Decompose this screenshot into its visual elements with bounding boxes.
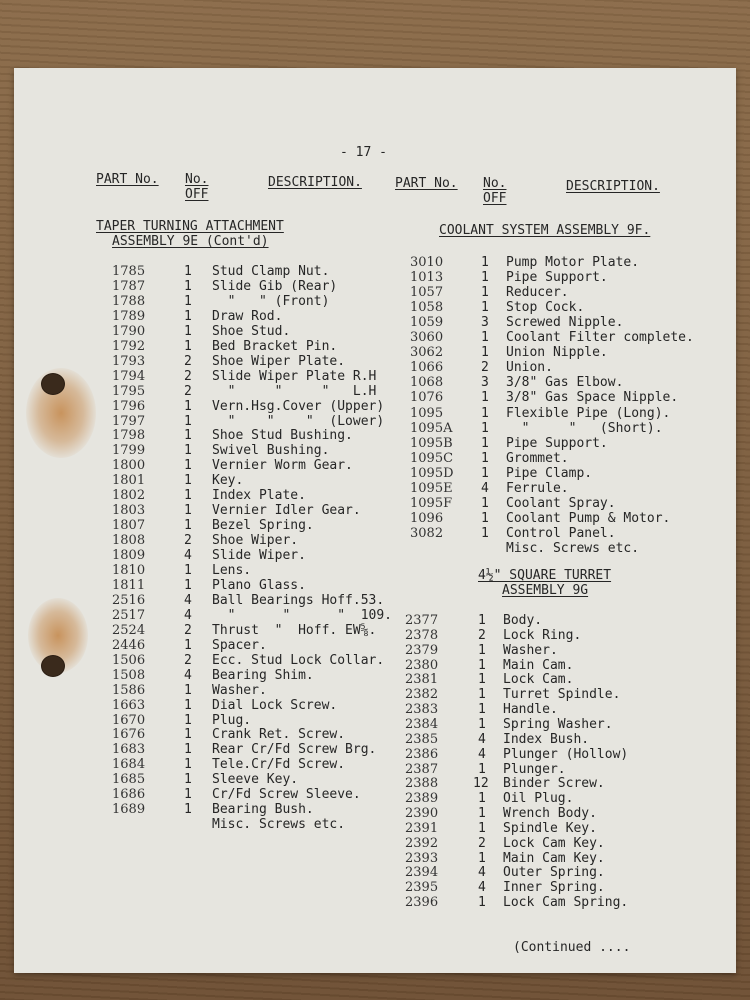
left-part-number: 1802 — [112, 488, 146, 504]
left-qty: 2 — [184, 652, 192, 668]
right-section-title-turret: 4½" SQUARE TURRET — [478, 568, 612, 583]
left-description: Lens. — [212, 563, 252, 578]
header-part-no-left: PART No. — [96, 172, 159, 187]
right-description: Wrench Body. — [503, 806, 597, 822]
left-qty: 1 — [184, 727, 192, 743]
left-qty: 1 — [184, 518, 192, 534]
right-qty: 1 — [481, 450, 489, 466]
page-number: - 17 - — [340, 145, 387, 160]
left-part-number: 2524 — [112, 622, 146, 638]
right-qty: 1 — [478, 657, 486, 673]
right-qty: 1 — [481, 405, 489, 421]
left-part-number: 1794 — [112, 368, 146, 384]
right-description: Misc. Screws etc. — [506, 540, 640, 556]
left-part-number: 1670 — [112, 712, 146, 728]
right-part-number: 1076 — [410, 390, 444, 406]
left-description: Thrust " Hoff. EW⅝. — [212, 622, 377, 638]
left-qty: 4 — [184, 667, 192, 683]
right-part-number: 1095C — [410, 450, 454, 466]
left-part-number: 1685 — [112, 772, 146, 788]
right-description: Washer. — [503, 642, 558, 658]
right-qty: 1 — [478, 895, 486, 911]
left-section-title: TAPER TURNING ATTACHMENT — [96, 219, 284, 234]
right-description: Handle. — [503, 702, 558, 718]
right-part-number: 1095D — [410, 465, 454, 481]
right-qty: 1 — [478, 672, 486, 688]
left-description: Vernier Idler Gear. — [212, 503, 361, 519]
right-description: Control Panel. — [506, 525, 616, 541]
left-qty: 2 — [184, 533, 192, 549]
left-qty: 1 — [184, 458, 192, 474]
left-description: Slide Wiper. — [212, 548, 306, 564]
left-part-number: 1663 — [112, 697, 146, 713]
left-description: Ball Bearings Hoff.53. — [212, 592, 385, 608]
left-part-number: 2516 — [112, 592, 146, 608]
left-part-number: 2446 — [112, 637, 146, 653]
left-part-number: 1689 — [112, 802, 146, 818]
right-part-number: 2388 — [405, 776, 439, 792]
left-qty: 1 — [184, 428, 192, 444]
left-description: Stud Clamp Nut. — [212, 264, 330, 279]
left-qty: 4 — [184, 592, 192, 608]
right-qty: 1 — [481, 390, 489, 406]
left-qty: 2 — [184, 368, 192, 384]
continued-note: (Continued .... — [513, 940, 631, 955]
right-qty: 1 — [478, 791, 486, 807]
right-qty: 2 — [478, 627, 486, 643]
right-part-number: 1057 — [410, 285, 444, 301]
left-description: Plug. — [212, 712, 252, 728]
right-description: Pipe Clamp. — [506, 465, 593, 481]
right-part-number: 3082 — [410, 525, 444, 541]
right-description: Plunger (Hollow) — [503, 746, 629, 762]
right-part-number: 2395 — [405, 880, 439, 896]
left-part-number: 1789 — [112, 308, 146, 324]
left-qty: 1 — [184, 488, 192, 504]
left-description: Sleeve Key. — [212, 772, 299, 788]
left-description: Shoe Stud. — [212, 323, 291, 339]
right-part-number: 2377 — [405, 613, 439, 628]
left-description: Shoe Stud Bushing. — [212, 428, 353, 444]
right-part-number: 1058 — [410, 300, 444, 316]
right-part-number: 2379 — [405, 642, 439, 658]
left-part-number: 1798 — [112, 428, 146, 444]
left-part-number: 1809 — [112, 548, 146, 564]
left-qty: 4 — [184, 607, 192, 623]
right-qty: 4 — [481, 480, 489, 496]
left-section-subtitle: ASSEMBLY 9E (Cont'd) — [112, 234, 269, 249]
left-qty: 1 — [184, 503, 192, 519]
header-description-right: DESCRIPTION. — [566, 179, 660, 194]
left-qty: 1 — [184, 338, 192, 354]
right-description: Reducer. — [506, 285, 569, 301]
right-qty: 3 — [481, 315, 489, 331]
right-description: Coolant Spray. — [506, 495, 616, 511]
right-qty: 1 — [481, 525, 489, 541]
right-qty: 1 — [481, 495, 489, 511]
header-description-left: DESCRIPTION. — [268, 175, 362, 190]
left-description: " " " L.H — [212, 383, 377, 399]
right-description: Union Nipple. — [506, 345, 608, 361]
right-qty: 1 — [481, 300, 489, 316]
left-description: Vern.Hsg.Cover (Upper) — [212, 398, 385, 414]
left-qty: 1 — [184, 398, 192, 414]
left-part-number: 1799 — [112, 443, 146, 459]
left-qty: 1 — [184, 712, 192, 728]
left-description: Draw Rod. — [212, 308, 283, 324]
left-description: Misc. Screws etc. — [212, 817, 346, 833]
right-description: Grommet. — [506, 450, 569, 466]
left-qty: 1 — [184, 278, 192, 294]
left-part-number: 1785 — [112, 264, 146, 279]
left-part-number: 1790 — [112, 323, 146, 339]
left-qty: 2 — [184, 383, 192, 399]
left-part-number: 1800 — [112, 458, 146, 474]
right-qty: 4 — [478, 746, 486, 762]
right-part-number: 2383 — [405, 702, 439, 718]
left-part-number: 1796 — [112, 398, 146, 414]
right-part-number: 1095F — [410, 495, 453, 511]
left-description: Rear Cr/Fd Screw Brg. — [212, 742, 377, 758]
left-qty: 1 — [184, 577, 192, 593]
left-qty: 1 — [184, 473, 192, 489]
right-qty: 1 — [478, 702, 486, 718]
left-part-number: 1797 — [112, 413, 146, 429]
right-qty: 1 — [481, 345, 489, 361]
right-description: Lock Ring. — [503, 627, 582, 643]
left-qty: 1 — [184, 682, 192, 698]
right-description: 3/8" Gas Elbow. — [506, 375, 624, 391]
right-qty: 1 — [481, 270, 489, 286]
right-part-number: 3062 — [410, 345, 444, 361]
right-part-number: 2378 — [405, 627, 439, 643]
left-description: Crank Ret. Screw. — [212, 727, 346, 743]
right-qty: 1 — [481, 435, 489, 451]
right-description: Outer Spring. — [503, 865, 605, 881]
right-qty: 1 — [478, 687, 486, 703]
left-description: Bearing Bush. — [212, 802, 314, 818]
right-part-number: 2385 — [405, 731, 439, 747]
left-qty: 1 — [184, 293, 192, 309]
right-part-number: 1013 — [410, 270, 444, 286]
right-part-number: 1059 — [410, 315, 444, 331]
left-part-number: 2517 — [112, 607, 146, 623]
right-part-number: 2384 — [405, 716, 439, 732]
right-description: Turret Spindle. — [503, 687, 621, 703]
left-qty: 1 — [184, 413, 192, 429]
right-qty: 1 — [478, 716, 486, 732]
right-qty: 1 — [478, 642, 486, 658]
right-description: Inner Spring. — [503, 880, 605, 896]
right-description: Flexible Pipe (Long). — [506, 405, 671, 421]
left-description: Swivel Bushing. — [212, 443, 330, 459]
right-description: " " (Short). — [506, 420, 663, 436]
punch-hole-upper — [41, 373, 65, 395]
right-qty: 2 — [481, 360, 489, 376]
left-qty: 1 — [184, 772, 192, 788]
right-part-number: 1096 — [410, 510, 444, 526]
left-description: Slide Gib (Rear) — [212, 278, 338, 294]
left-description: Washer. — [212, 682, 267, 698]
right-section-subtitle-turret: ASSEMBLY 9G — [502, 583, 589, 598]
left-description: Ecc. Stud Lock Collar. — [212, 652, 385, 668]
right-qty: 2 — [478, 835, 486, 851]
right-qty: 4 — [478, 865, 486, 881]
right-part-number: 2382 — [405, 687, 439, 703]
right-part-number: 1095A — [410, 420, 453, 436]
right-qty: 4 — [478, 880, 486, 896]
left-description: Cr/Fd Screw Sleeve. — [212, 787, 361, 803]
left-part-number: 1803 — [112, 503, 146, 519]
left-description: Spacer. — [212, 637, 267, 653]
right-qty: 12 — [473, 776, 489, 792]
left-description: Vernier Worm Gear. — [212, 458, 353, 474]
left-description: Tele.Cr/Fd Screw. — [212, 757, 346, 773]
left-qty: 1 — [184, 264, 192, 279]
left-part-number: 1795 — [112, 383, 146, 399]
left-qty: 2 — [184, 353, 192, 369]
right-description: Coolant Filter complete. — [506, 330, 694, 346]
right-part-number: 3060 — [410, 330, 444, 346]
header-no-right: No. — [483, 176, 507, 191]
right-part-number: 2394 — [405, 865, 439, 881]
left-part-number: 1508 — [112, 667, 146, 683]
left-description: Bearing Shim. — [212, 667, 314, 683]
left-description: " " " 109. — [212, 607, 393, 623]
left-part-number: 1787 — [112, 278, 146, 294]
left-qty: 1 — [184, 323, 192, 339]
header-off-right: OFF — [483, 191, 507, 206]
right-description: Plunger. — [503, 761, 566, 777]
right-description: Lock Cam. — [503, 672, 574, 688]
right-part-number: 1095 — [410, 405, 444, 421]
left-description: " " (Front) — [212, 293, 330, 309]
right-qty: 3 — [481, 375, 489, 391]
right-part-number: 2380 — [405, 657, 439, 673]
right-qty: 1 — [481, 330, 489, 346]
right-part-number: 1068 — [410, 375, 444, 391]
right-qty: 1 — [481, 420, 489, 436]
right-description: Coolant Pump & Motor. — [506, 510, 671, 526]
left-description: Bed Bracket Pin. — [212, 338, 338, 354]
right-part-number: 2393 — [405, 850, 439, 866]
left-qty: 1 — [184, 742, 192, 758]
left-qty: 4 — [184, 548, 192, 564]
right-part-number: 1066 — [410, 360, 444, 376]
right-part-number: 2389 — [405, 791, 439, 807]
left-part-number: 1676 — [112, 727, 146, 743]
right-qty: 1 — [481, 465, 489, 481]
right-qty: 1 — [481, 285, 489, 301]
header-no-left: No. — [185, 172, 209, 187]
header-part-no-right: PART No. — [395, 176, 458, 191]
left-part-number: 1506 — [112, 652, 146, 668]
right-qty: 1 — [478, 613, 486, 628]
left-description: Plano Glass. — [212, 577, 306, 593]
right-description: Main Cam. — [503, 657, 574, 673]
left-part-number: 1788 — [112, 293, 146, 309]
right-description: Lock Cam Spring. — [503, 895, 629, 911]
left-part-number: 1683 — [112, 742, 146, 758]
left-part-number: 1684 — [112, 757, 146, 773]
left-qty: 2 — [184, 622, 192, 638]
right-description: Main Cam Key. — [503, 850, 605, 866]
left-part-number: 1792 — [112, 338, 146, 354]
right-description: Stop Cock. — [506, 300, 585, 316]
right-qty: 1 — [478, 820, 486, 836]
right-part-number: 2386 — [405, 746, 439, 762]
right-description: Screwed Nipple. — [506, 315, 624, 331]
right-section-title-coolant: COOLANT SYSTEM ASSEMBLY 9F. — [439, 223, 651, 238]
left-description: Shoe Wiper. — [212, 533, 299, 549]
header-off-left: OFF — [185, 187, 209, 202]
left-part-number: 1811 — [112, 577, 146, 593]
right-part-number: 2381 — [405, 672, 439, 688]
left-qty: 1 — [184, 563, 192, 578]
left-qty: 1 — [184, 308, 192, 324]
right-description: 3/8" Gas Space Nipple. — [506, 390, 679, 406]
left-qty: 1 — [184, 443, 192, 459]
right-description: Spring Washer. — [503, 716, 613, 732]
punch-hole-lower — [41, 655, 65, 677]
right-part-number: 2396 — [405, 895, 439, 911]
left-qty: 1 — [184, 637, 192, 653]
left-description: Slide Wiper Plate R.H — [212, 368, 377, 384]
right-part-number: 1095B — [410, 435, 453, 451]
left-part-number: 1686 — [112, 787, 146, 803]
left-qty: 1 — [184, 757, 192, 773]
right-qty: 1 — [478, 850, 486, 866]
right-part-number: 2391 — [405, 820, 439, 836]
right-qty: 1 — [481, 255, 489, 270]
right-description: Lock Cam Key. — [503, 835, 605, 851]
left-qty: 1 — [184, 802, 192, 818]
right-description: Spindle Key. — [503, 820, 597, 836]
right-description: Pipe Support. — [506, 435, 608, 451]
right-qty: 4 — [478, 731, 486, 747]
left-part-number: 1808 — [112, 533, 146, 549]
left-description: Shoe Wiper Plate. — [212, 353, 346, 369]
right-description: Pipe Support. — [506, 270, 608, 286]
right-part-number: 3010 — [410, 255, 444, 270]
right-description: Union. — [506, 360, 553, 376]
right-qty: 1 — [478, 806, 486, 822]
right-part-number: 1095E — [410, 480, 453, 496]
left-qty: 1 — [184, 787, 192, 803]
right-part-number: 2390 — [405, 806, 439, 822]
left-qty: 1 — [184, 697, 192, 713]
left-part-number: 1810 — [112, 563, 146, 578]
right-description: Pump Motor Plate. — [506, 255, 640, 270]
right-qty: 1 — [478, 761, 486, 777]
right-description: Oil Plug. — [503, 791, 574, 807]
left-description: Index Plate. — [212, 488, 306, 504]
left-description: Bezel Spring. — [212, 518, 314, 534]
right-description: Binder Screw. — [503, 776, 605, 792]
left-part-number: 1801 — [112, 473, 146, 489]
right-part-number: 2387 — [405, 761, 439, 777]
left-description: " " " (Lower) — [212, 413, 385, 429]
right-description: Ferrule. — [506, 480, 569, 496]
left-description: Dial Lock Screw. — [212, 697, 338, 713]
right-description: Body. — [503, 613, 543, 628]
right-qty: 1 — [481, 510, 489, 526]
right-description: Index Bush. — [503, 731, 590, 747]
left-part-number: 1793 — [112, 353, 146, 369]
left-part-number: 1807 — [112, 518, 146, 534]
left-description: Key. — [212, 473, 244, 489]
right-part-number: 2392 — [405, 835, 439, 851]
left-part-number: 1586 — [112, 682, 146, 698]
